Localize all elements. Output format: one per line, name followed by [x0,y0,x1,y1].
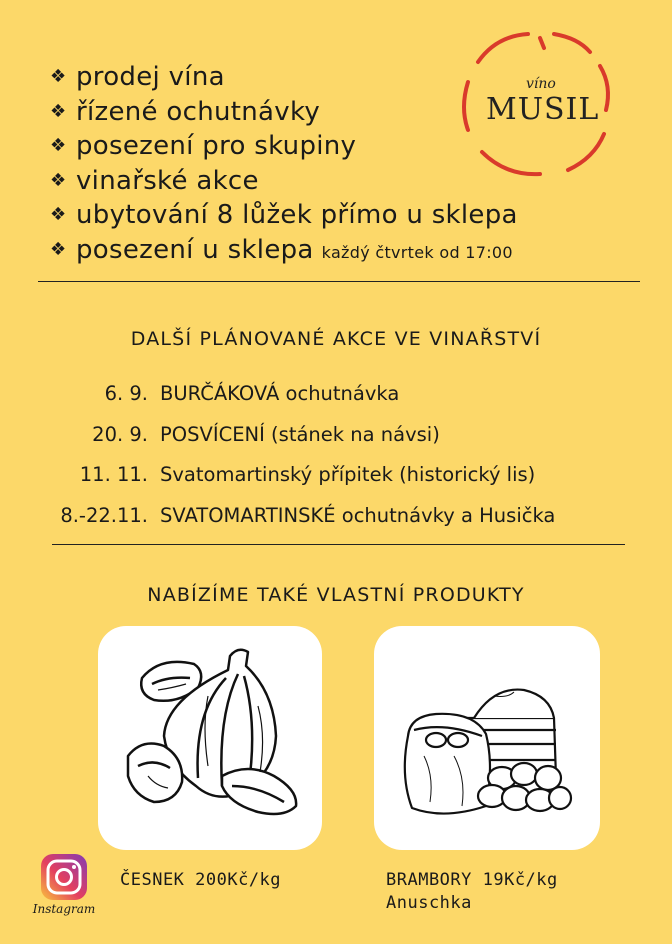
diamond-bullet-icon: ❖ [50,169,67,191]
service-item: ❖ ubytování 8 lůžek přímo u sklepa [50,198,518,233]
divider [38,281,640,282]
event-row [0,455,672,496]
potatoes-icon [374,626,600,850]
garlic-caption: ČESNEK 200Kč/kg [120,870,282,890]
service-item: ❖ posezení pro skupiny [50,129,518,164]
event-date: 11. 11. [79,463,148,486]
diamond-bullet-icon: ❖ [50,100,67,122]
diamond-bullet-icon: ❖ [50,204,67,225]
logo-name: MUSIL [486,92,600,127]
service-item: ❖ posezení u sklepa každý čtvrtek od 17:00 [50,233,518,268]
garlic-icon [98,626,322,850]
instagram-label: Instagram [32,902,96,916]
event-date: 8.-22.11. [60,503,148,527]
event-row [0,496,672,537]
event-desc: SVATOMARTINSKÉ ochutnávky a Husička [160,503,556,527]
diamond-bullet-icon: ❖ [50,135,67,156]
service-item: ❖ prodej vína [50,60,518,95]
event-desc: Svatomartinský přípitek (historický lis) [160,463,536,486]
events-list [0,374,672,536]
service-note: každý čtvrtek od 17:00 [321,242,513,262]
potatoes-variety: Anuschka [386,893,472,913]
divider [52,544,625,545]
event-row [0,415,672,456]
products-title: NABÍZÍME TAKÉ VLASTNÍ PRODUKTY [147,584,525,606]
event-desc: BURČÁKOVÁ ochutnávka [160,382,400,405]
potatoes-caption: BRAMBORY 19Kč/kg [386,870,558,890]
event-desc: POSVÍCENÍ (stánek na návsi) [160,422,440,446]
product-card-garlic [98,626,322,850]
diamond-bullet-icon: ❖ [50,238,67,260]
logo-script: víno [526,76,556,92]
service-item: ❖ vinařské akce [50,164,518,199]
event-date: 20. 9. [92,422,148,446]
product-card-potatoes [374,626,600,850]
instagram-icon [26,852,102,902]
services-list [50,60,518,267]
event-row [0,374,672,415]
events-title: DALŠÍ PLÁNOVANÉ AKCE VE VINAŘSTVÍ [130,328,542,350]
diamond-bullet-icon: ❖ [50,66,67,87]
event-date: 6. 9. [104,382,148,405]
service-item: ❖ řízené ochutnávky [50,95,518,130]
